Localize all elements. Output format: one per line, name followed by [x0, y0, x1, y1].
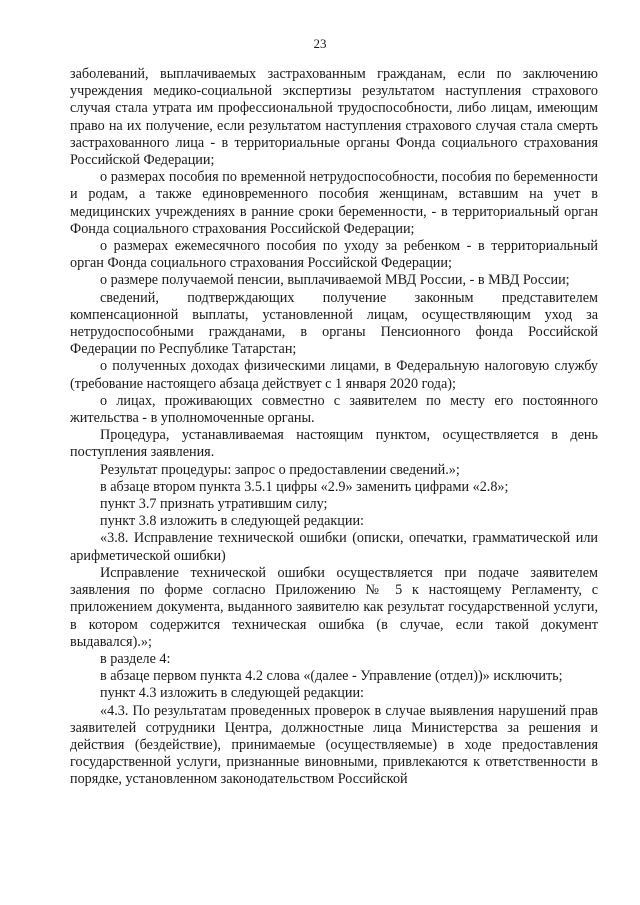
paragraph: пункт 4.3 изложить в следующей редакции: [100, 685, 364, 702]
paragraph: о лицах, проживающих совместно с заявителем по месту его постоянного жительства - в уполномоченные органы. [70, 392, 598, 427]
paragraph: «4.3. По результатам проведенных проверок в случае выявления нарушений прав заявителей сотрудники Центра, должностные лица Министерства за решения и действия (бездействие), принимаемые (осуществляемые) в ходе предоставления государственной услуги, признанные виновными, привлекаются к ответственности в порядке, установленном законодательством Российской [70, 702, 598, 788]
document-body [70, 66, 598, 789]
paragraph: в разделе 4: [100, 650, 171, 667]
paragraph: пункт 3.8 изложить в следующей редакции: [100, 513, 364, 530]
paragraph: Исправление технической ошибки осуществляется при подаче заявителем заявления по форме согласно Приложению № 5 к настоящему Регламенту, с приложением документа, выданного заявителю как результат государственной услуги, в котором содержится техническая ошибка (в случае, если такой документ выдавался).»; [70, 564, 598, 650]
paragraph: о размерах ежемесячного пособия по уходу за ребенком - в территориальный орган Фонда социального страхования Российской Федерации; [70, 238, 598, 272]
paragraph: сведений, подтверждающих получение законным представителем компенсационной выплаты, установленной лицам, осуществляющим уход за нетрудоспособными гражданами, в органы Пенсионного фонда Российской Федерации по Республике Татарстан; [70, 289, 598, 358]
paragraph: в абзаце втором пункта 3.5.1 цифры «2.9» заменить цифрами «2.8»; [100, 478, 509, 495]
paragraph: Результат процедуры: запрос о предоставлении сведений.»; [100, 461, 460, 478]
paragraph: заболеваний, выплачиваемых застрахованным гражданам, если по заключению учреждения медико-социальной экспертизы результатом наступления страхового случая стала утрата им профессиональной трудоспособности, либо лицам, имеющим право на их получение, если результатом наступления страхового случая стала смерть застрахованного лица - в территориальные органы Фонда социального страхования Российской Федерации; [70, 66, 598, 169]
paragraph: о размере получаемой пенсии, выплачиваемой МВД России, - в МВД России; [100, 272, 570, 289]
paragraph: о размерах пособия по временной нетрудоспособности, пособия по беременности и родам, а также единовременного пособия женщинам, вставшим на учет в медицинских учреждениях в ранние сроки беременности, - в территориальный орган Фонда социального страхования Российской Федерации; [70, 169, 598, 237]
paragraph: Процедура, устанавливаемая настоящим пунктом, осуществляется в день поступления заявления. [70, 427, 598, 461]
paragraph: пункт 3.7 признать утратившим силу; [100, 496, 328, 513]
paragraph: «3.8. Исправление технической ошибки (описки, опечатки, грамматической или арифметической ошибки) [70, 530, 598, 564]
paragraph: о полученных доходах физическими лицами, в Федеральную налоговую службу (требование настоящего абзаца действует с 1 января 2020 года); [70, 358, 598, 392]
paragraph: в абзаце первом пункта 4.2 слова «(далее - Управление (отдел))» исключить; [100, 668, 563, 685]
page-number: 23 [313, 36, 327, 51]
